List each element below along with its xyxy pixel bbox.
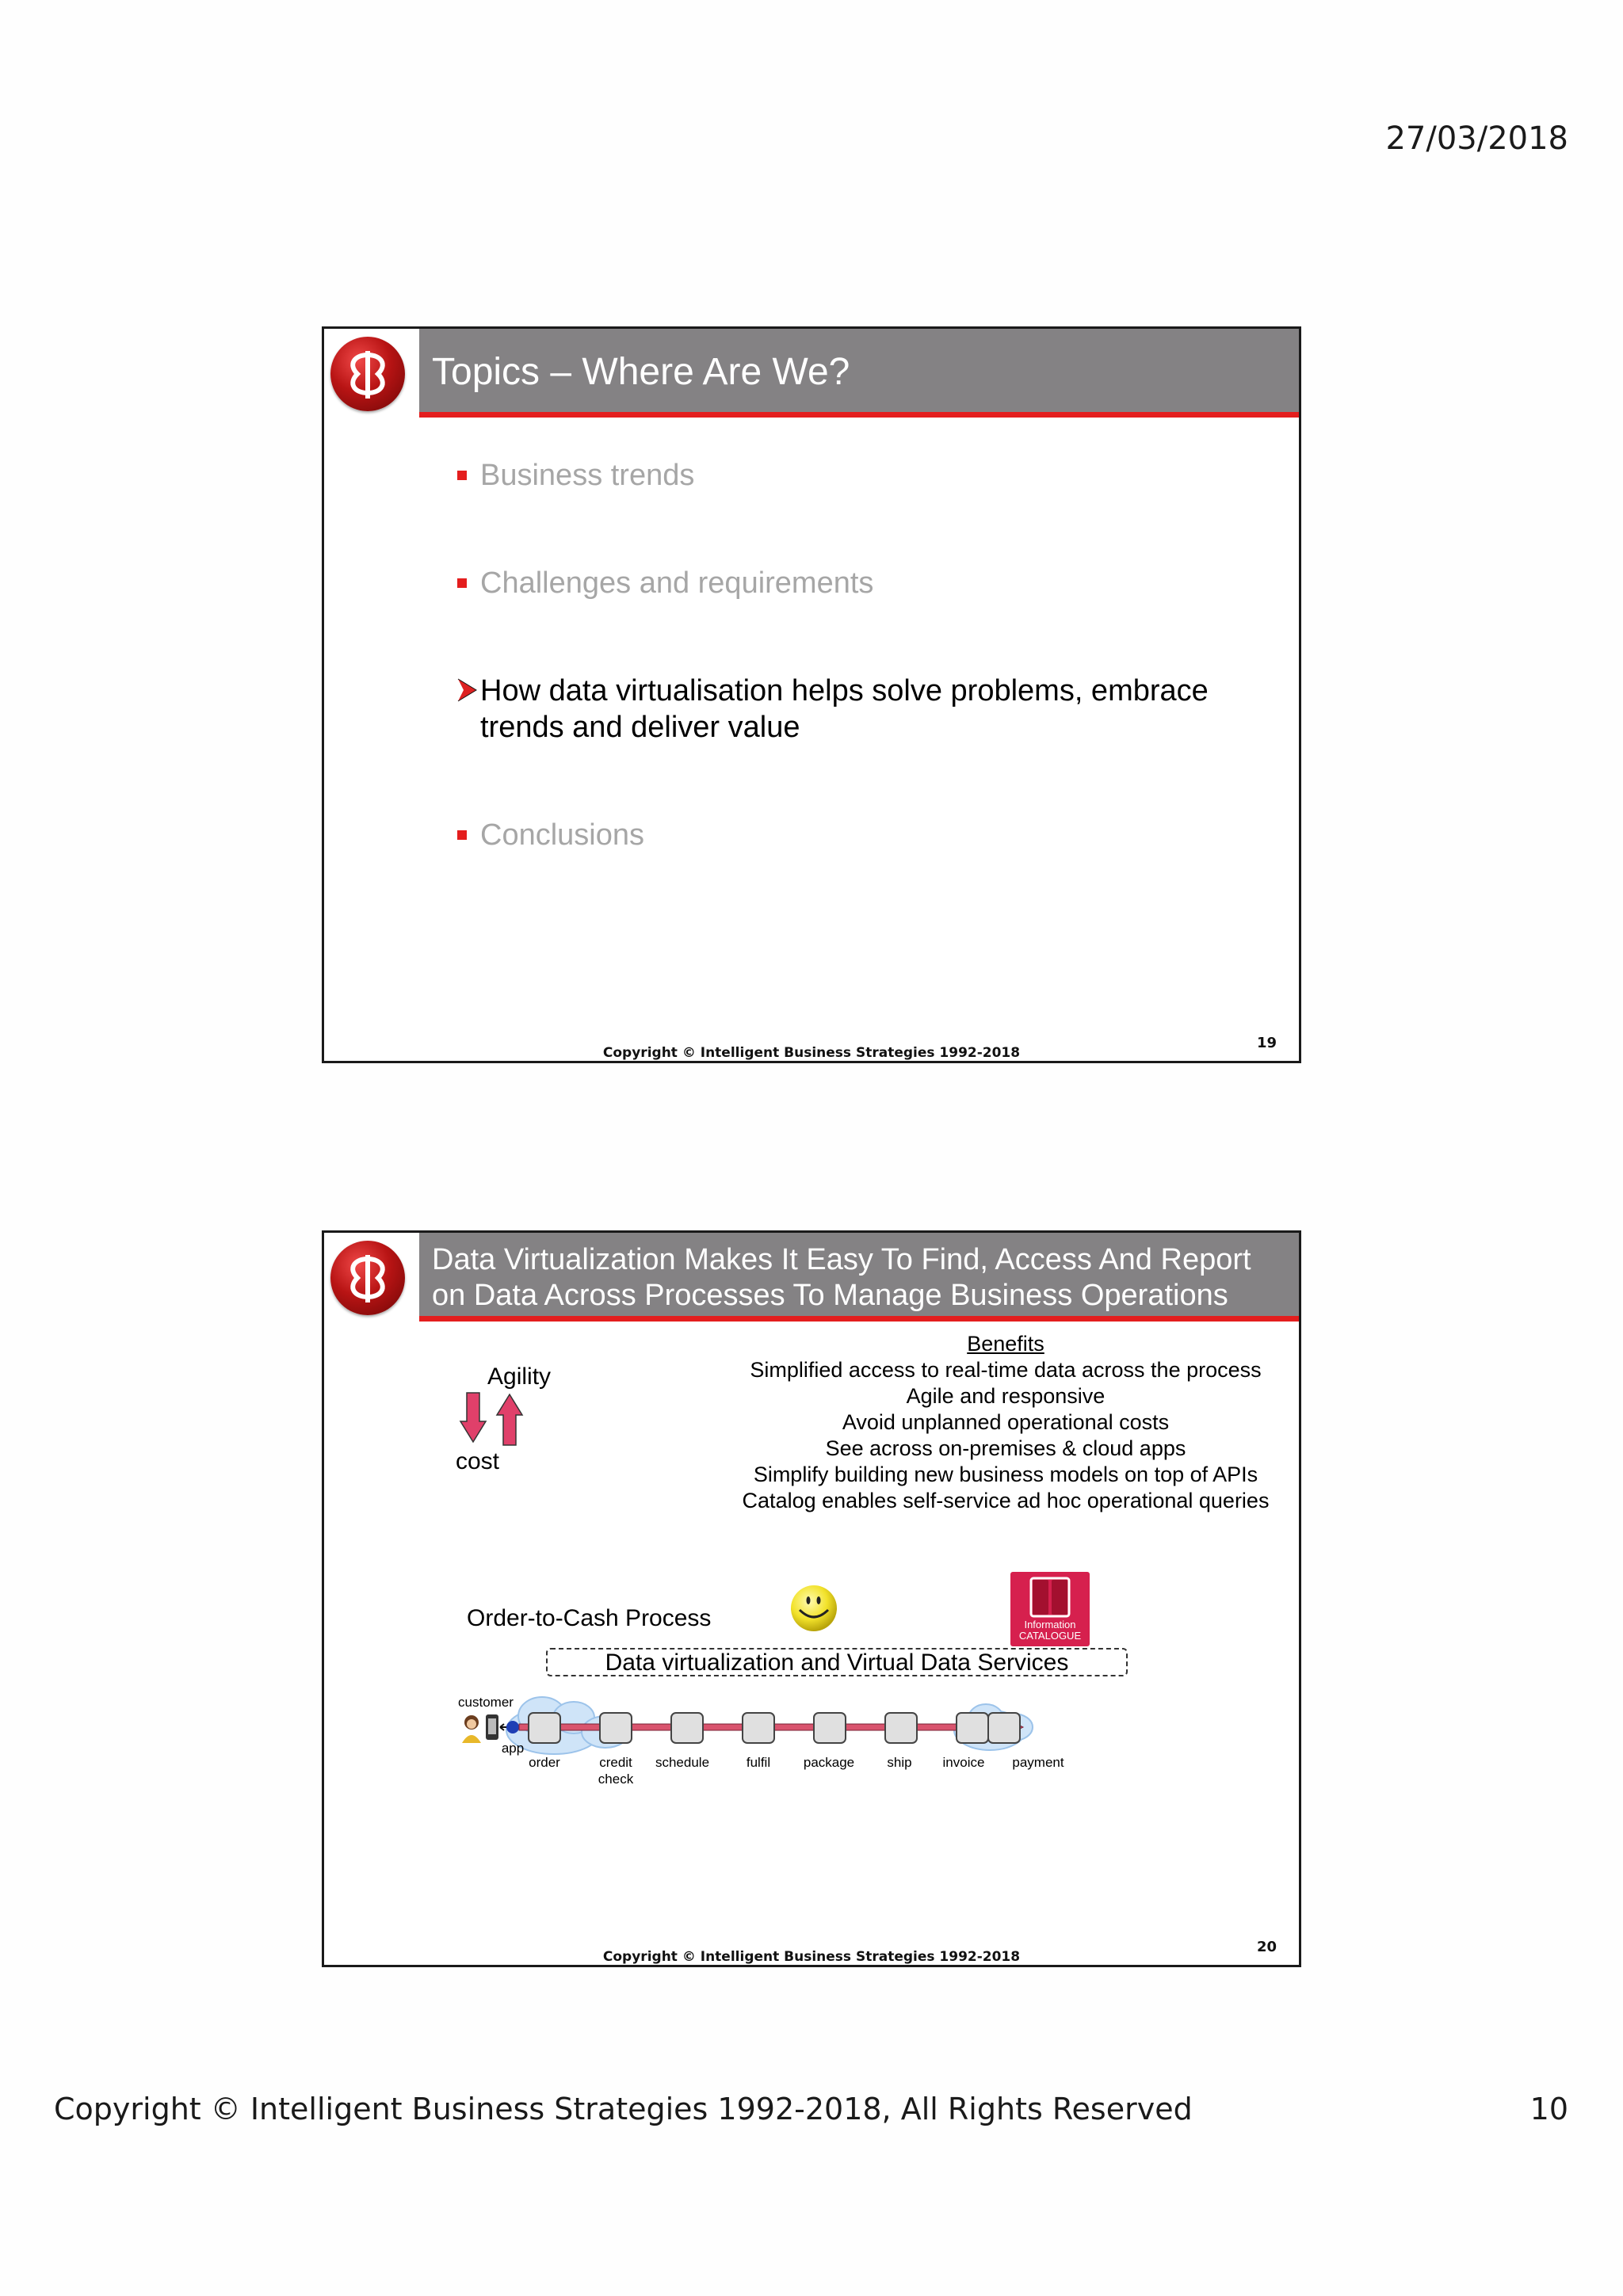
benefits-list — [728, 1331, 1283, 1514]
agility-label: Agility — [487, 1363, 552, 1390]
step-label-invoice: invoice — [942, 1755, 985, 1770]
data-virtualization-layer: Data virtualization and Virtual Data Services — [546, 1648, 1128, 1676]
company-logo — [330, 337, 405, 411]
slide-number: 19 — [1256, 1035, 1277, 1051]
benefit-item: Agile and responsive — [906, 1384, 1106, 1408]
slide-19: Topics – Where Are We? Business trends Challenges and requirements How data virtualisation helps solve problems, embrace trends and deliver value Conclusions Copyright © Intelligent Business Strategies 1992-2018 19 — [322, 326, 1301, 1063]
page-number: 10 — [1529, 2092, 1568, 2126]
slide-number: 20 — [1256, 1939, 1277, 1955]
step-label-fulfil: fulfil — [746, 1755, 771, 1770]
slide-title-bar — [419, 329, 1299, 418]
arrow-bullet-icon — [456, 673, 479, 704]
customer-icon — [462, 1715, 481, 1743]
step-label-package: package — [803, 1755, 855, 1770]
up-down-arrows-icon — [459, 1391, 530, 1447]
step-label-payment: payment — [1012, 1755, 1064, 1770]
square-bullet-icon — [457, 471, 467, 480]
phone-icon — [486, 1714, 498, 1740]
smiley-icon — [787, 1583, 841, 1637]
app-label: app — [501, 1741, 525, 1756]
slide-title: Data Virtualization Makes It Easy To Find, Access And Report on Data Across Processes To Manage Business Operations — [432, 1243, 1251, 1312]
cost-label: cost — [456, 1448, 500, 1474]
square-bullet-icon — [457, 830, 467, 840]
benefit-item: See across on-premises & cloud apps — [825, 1436, 1186, 1460]
step-label-ship: ship — [887, 1755, 912, 1770]
slide-title: Topics – Where Are We? — [432, 351, 850, 393]
page-date: 27/03/2018 — [1385, 120, 1568, 157]
customer-label: customer — [458, 1695, 514, 1710]
square-bullet-icon — [457, 578, 467, 588]
step-label-order: order — [529, 1755, 560, 1770]
page-footer-copyright: Copyright © Intelligent Business Strategies 1992-2018, All Rights Reserved — [54, 2092, 1193, 2126]
company-logo — [330, 1241, 405, 1315]
slide-copyright: Copyright © Intelligent Business Strategies 1992-2018 — [602, 1949, 1021, 1965]
step-label-schedule: schedule — [655, 1755, 710, 1770]
benefit-item: Simplified access to real-time data across the process — [750, 1358, 1262, 1382]
process-title: Order-to-Cash Process — [467, 1605, 712, 1631]
information-catalogue-icon: Information CATALOGUE — [1010, 1572, 1090, 1646]
benefit-item: Simplify building new business models on top of APIs — [753, 1463, 1258, 1486]
benefit-item: Catalog enables self-service ad hoc operational queries — [742, 1489, 1270, 1512]
slide-copyright: Copyright © Intelligent Business Strategies 1992-2018 — [602, 1045, 1021, 1061]
slide-20 — [322, 1230, 1301, 1967]
benefits-heading: Benefits — [967, 1332, 1044, 1356]
slide-title-bar — [419, 1233, 1299, 1322]
step-label-credit: credit check — [598, 1755, 634, 1787]
benefit-item: Avoid unplanned operational costs — [842, 1410, 1170, 1434]
